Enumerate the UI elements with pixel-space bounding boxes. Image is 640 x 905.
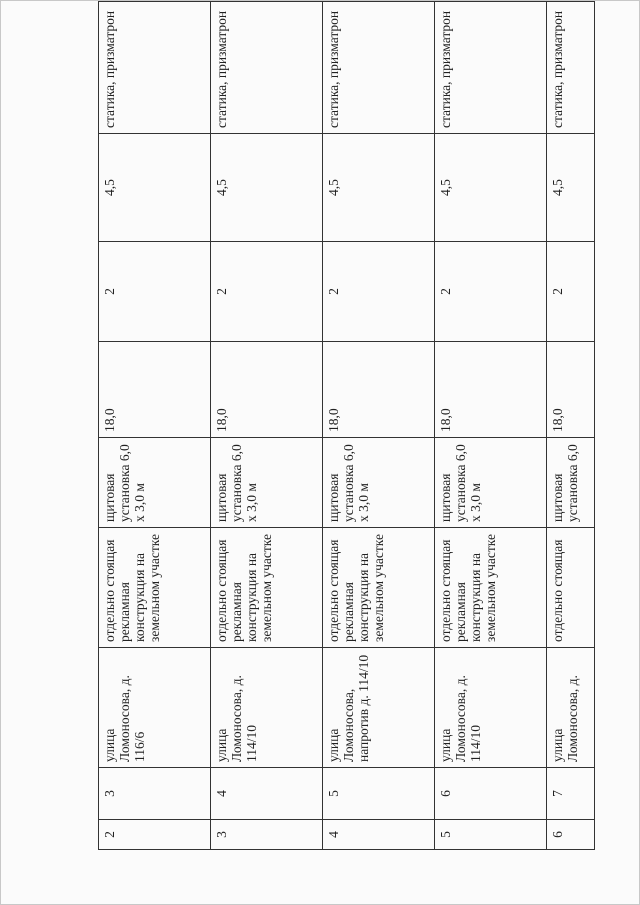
format-cell: щитовая установка 6,0 х 3,0 м (99, 438, 211, 528)
table-row (323, 2, 435, 850)
technology-cell: статика, призматрон (435, 2, 547, 134)
height-cell: 4,5 (211, 134, 323, 242)
area-cell: 18,0 (211, 342, 323, 438)
registry-table-wrapper (98, 10, 594, 850)
table-row (435, 2, 547, 850)
row-seq-number: 3 (211, 820, 323, 850)
height-cell: 4,5 (99, 134, 211, 242)
table-row (99, 2, 211, 850)
format-cell: щитовая установка 6,0 х 3,0 м (323, 438, 435, 528)
sides-cell: 2 (99, 242, 211, 342)
row-seq-number: 6 (547, 820, 595, 850)
sides-cell: 2 (323, 242, 435, 342)
height-cell: 4,5 (323, 134, 435, 242)
height-cell: 4,5 (435, 134, 547, 242)
sides-cell: 2 (547, 242, 595, 342)
address-cell: улица Ломоносова, д. (547, 648, 595, 768)
address-cell: улица Ломоносова, д. 114/10 (435, 648, 547, 768)
area-cell: 18,0 (99, 342, 211, 438)
structure-type-cell: отдельно стоящая рекламная конструкция на земельном участке (323, 528, 435, 648)
technology-cell: статика, призматрон (99, 2, 211, 134)
structure-type-cell: отдельно стоящая рекламная конструкция на земельном участке (99, 528, 211, 648)
row-seq-number: 5 (435, 820, 547, 850)
area-cell: 18,0 (435, 342, 547, 438)
technology-cell: статика, призматрон (547, 2, 595, 134)
area-cell: 18,0 (323, 342, 435, 438)
structure-number: 7 (547, 768, 595, 820)
structure-number: 4 (211, 768, 323, 820)
sides-cell: 2 (211, 242, 323, 342)
technology-cell: статика, призматрон (211, 2, 323, 134)
structure-type-cell: отдельно стоящая (547, 528, 595, 648)
sides-cell: 2 (435, 242, 547, 342)
structure-number: 6 (435, 768, 547, 820)
structure-number: 5 (323, 768, 435, 820)
format-cell: щитовая установка 6,0 х 3,0 м (211, 438, 323, 528)
advertising-structures-table (98, 1, 595, 850)
technology-cell: статика, призматрон (323, 2, 435, 134)
address-cell: улица Ломоносова, напротив д. 114/10 (323, 648, 435, 768)
address-cell: улица Ломоносова, д. 114/10 (211, 648, 323, 768)
height-cell: 4,5 (547, 134, 595, 242)
structure-type-cell: отдельно стоящая рекламная конструкция на земельном участке (435, 528, 547, 648)
row-seq-number: 2 (99, 820, 211, 850)
row-seq-number: 4 (323, 820, 435, 850)
table-row (547, 2, 595, 850)
format-cell: щитовая установка 6,0 (547, 438, 595, 528)
format-cell: щитовая установка 6,0 х 3,0 м (435, 438, 547, 528)
structure-type-cell: отдельно стоящая рекламная конструкция на земельном участке (211, 528, 323, 648)
table-row (211, 2, 323, 850)
address-cell: улица Ломоносова, д. 116/6 (99, 648, 211, 768)
structure-number: 3 (99, 768, 211, 820)
area-cell: 18,0 (547, 342, 595, 438)
